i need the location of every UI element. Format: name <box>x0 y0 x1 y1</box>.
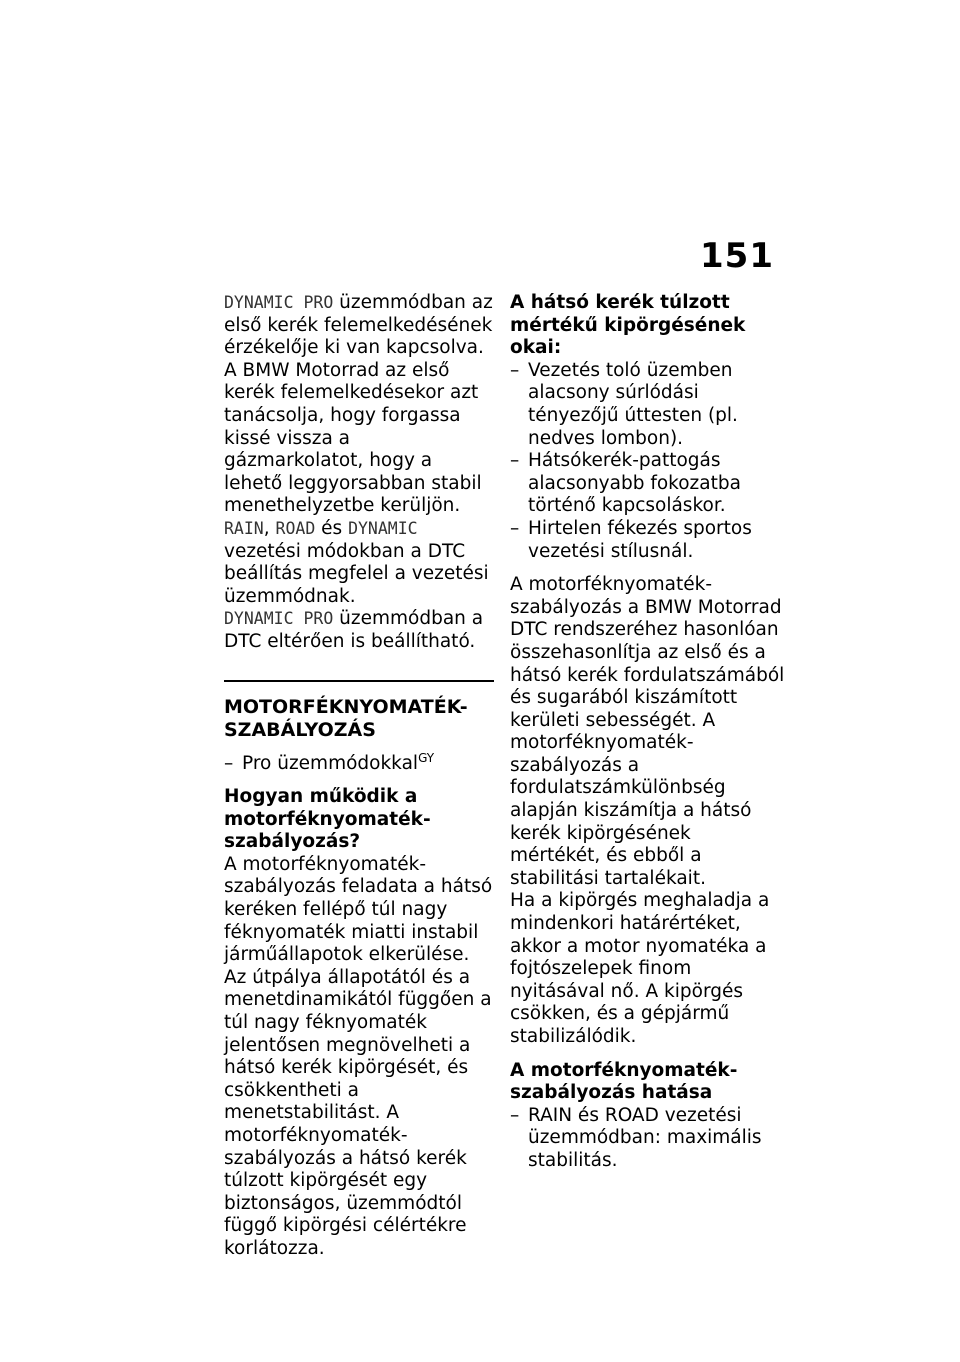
section-divider <box>224 680 494 682</box>
threshold-paragraph: Ha a kipörgés meghaladja a mindenkori határértéket, akkor a motor nyomatéka a fojtószelepek finom nyitásával nő. A kipörgés csökken, és a gépjármű stabilizálódik. <box>510 890 770 1047</box>
mode-label-dynamic-pro: DYNAMIC PRO <box>224 609 334 629</box>
left-column <box>224 292 494 1261</box>
separator-text: , <box>263 517 276 539</box>
dash-bullet: – <box>510 1104 520 1126</box>
causes-heading: A hátsó kerék túlzott mértékű kipörgésének okai: <box>510 292 746 359</box>
list-item <box>510 518 785 563</box>
pro-mode-text: Pro üzemmódokkal <box>242 752 419 774</box>
list-item-text: Hátsókerék-pattogás alacsonyabb fokozatba történő kapcsoláskor. <box>528 450 741 517</box>
modes-paragraph <box>224 518 494 608</box>
paragraph-text: vezetési módokban a DTC beállítás megfelel a vezetési üzemmódnak. <box>224 540 489 607</box>
paragraph-text: üzemmódban az első kerék felemelkedésének érzékelője ki van kapcsolva. A BMW Motorrad az első kerék felemelkedésekor azt tanácsolja, hogy forgassa kissé vissza a gázmarkolatot, hogy a lehető leggyorsabban stabil menethelyzetbe kerüljön. <box>224 292 493 517</box>
effect-heading: A motorféknyomaték-szabályozás hatása <box>510 1059 738 1104</box>
page-number: 151 <box>700 236 774 276</box>
paragraph-text: üzemmódban a DTC eltérően is beállítható. <box>224 608 484 652</box>
mode-label-dynamic: DYNAMIC <box>348 518 418 538</box>
comparison-paragraph: A motorféknyomaték-szabályozás a BMW Motorrad DTC rendszeréhez hasonlóan összehasonlítja az első és a hátsó kerék fordulatszámából és sugarából kiszámított kerületi sebességét. A motorféknyomaték-szabályozás a fordulatszámkülönbség alapján kiszámítja a hátsó kerék kipörgésének mértékét, és ebből a stabilitási tartalékait. <box>510 574 785 889</box>
footnote-marker: GY <box>418 750 435 765</box>
dash-bullet: – <box>510 517 520 539</box>
right-column <box>510 292 785 1173</box>
section-heading: MOTORFÉKNYOMATÉK-SZABÁLYOZÁS <box>224 695 468 741</box>
dtc-paragraph <box>224 608 494 653</box>
dash-bullet: – <box>510 450 520 472</box>
mode-label-dynamic-pro: DYNAMIC PRO <box>224 293 334 312</box>
dynamic-pro-paragraph <box>224 292 494 518</box>
list-item <box>510 1105 785 1173</box>
list-item <box>224 750 494 776</box>
separator-text: és <box>315 517 349 539</box>
how-paragraph: A motorféknyomaték-szabályozás feladata a hátsó keréken fellépő túl nagy féknyomaték miatti instabil járműállapotok elkerülése. Az útpálya állapotától és a menetdinamikától függően a túl nagy féknyomaték jelentősen megnövelheti a hátsó kerék kipörgését, és csökkentheti a menetstabilitást. A motorféknyomaték-szabályozás a hátsó kerék túlzott kipörgését egy biztonságos, üzemmódtól függő kipörgési célértékre korlátozza. <box>224 853 493 1259</box>
how-heading: Hogyan működik a motorféknyomaték-szabályozás? <box>224 786 431 853</box>
spacer <box>510 563 785 574</box>
dash-bullet: – <box>510 359 520 381</box>
list-item-text: RAIN és ROAD vezetési üzemmódban: maximális stabilitás. <box>528 1104 762 1171</box>
mode-label-road: ROAD <box>275 518 316 538</box>
list-item <box>510 450 785 518</box>
dash-bullet: – <box>224 752 234 774</box>
list-item-text: Vezetés toló üzemben alacsony súrlódási tényezőjű úttesten (pl. nedves lombon). <box>528 359 738 449</box>
list-item <box>510 360 785 450</box>
list-item-text: Hirtelen fékezés sportos vezetési stílusnál. <box>528 517 752 562</box>
mode-label-rain: RAIN <box>224 518 264 538</box>
list-item-text <box>242 750 494 776</box>
